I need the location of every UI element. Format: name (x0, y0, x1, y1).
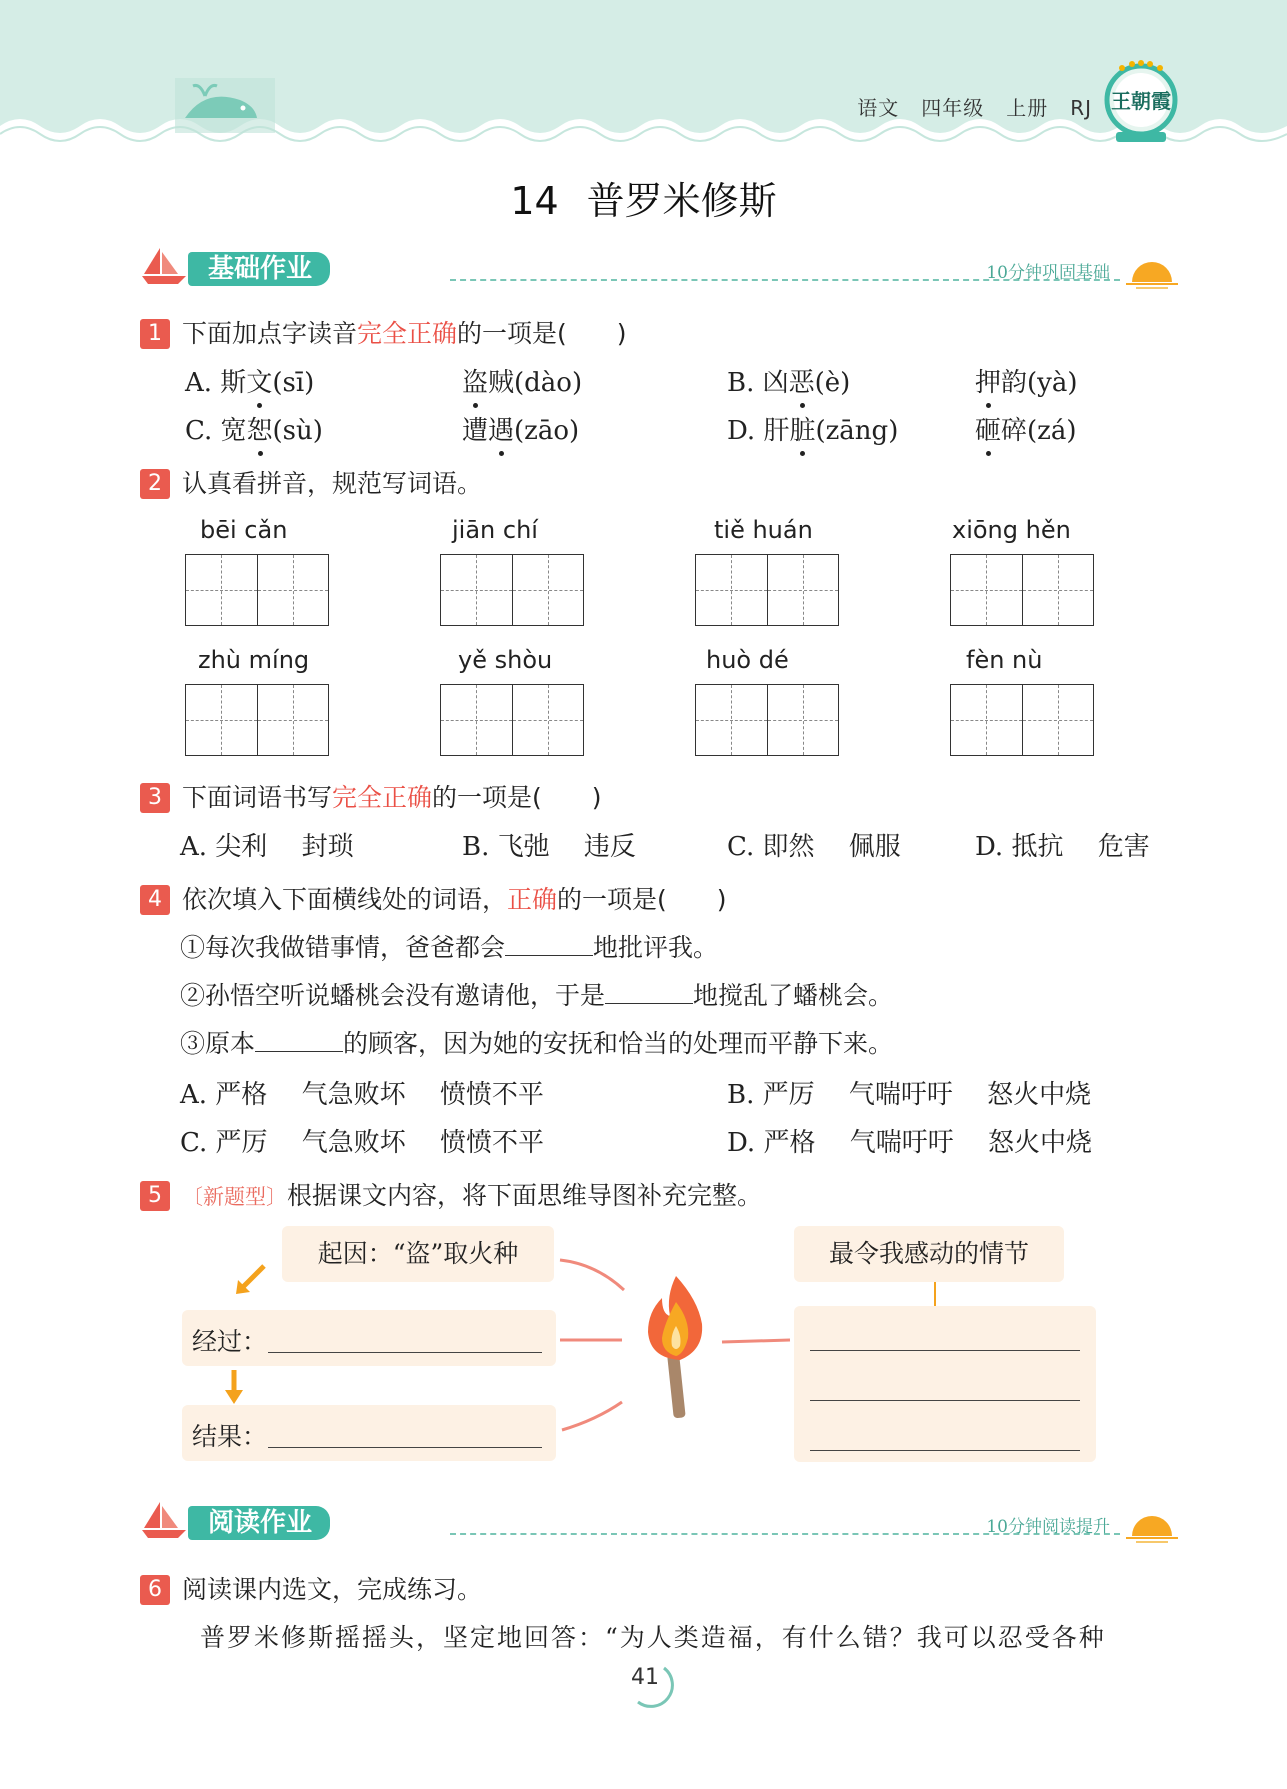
question-number: 4 (140, 885, 170, 915)
question-number: 6 (140, 1575, 170, 1605)
section-note: 10分钟巩固基础 (986, 263, 1110, 283)
mindmap-cause: 起因：“盗”取火种 (282, 1226, 554, 1282)
q1-option-d-1: D. 肝脏(zāng) (727, 416, 899, 446)
subject-label: 语文 (857, 96, 900, 120)
stem-text: 的一项是( ) (557, 885, 727, 914)
question-number: 3 (140, 783, 170, 813)
question-number: 1 (140, 319, 170, 349)
result-label: 结果： (192, 1422, 268, 1451)
answer-line[interactable] (810, 1450, 1080, 1451)
reading-passage: 普罗米修斯摇摇头，坚定地回答：“为人类造福，有什么错？我可以忍受各种 (200, 1623, 1106, 1652)
question-1-stem (140, 314, 627, 350)
stem-text: 根据课文内容，将下面思维导图补充完整。 (287, 1181, 763, 1210)
connector-line (934, 1282, 936, 1306)
answer-line[interactable] (268, 1352, 542, 1353)
writing-grid[interactable] (695, 684, 839, 756)
q3-option-b: B. 飞弛 违反 (462, 832, 636, 862)
mindmap-moving-answer (794, 1306, 1096, 1462)
q3-option-a: A. 尖利 封琐 (180, 832, 354, 862)
question-number: 5 (140, 1181, 170, 1211)
q1-option-d-2: 砸碎(zá) (975, 416, 1077, 446)
question-5-stem (140, 1176, 762, 1212)
pinyin: zhù míng (198, 646, 310, 674)
q1-option-c-1: C. 宽恕(sù) (185, 416, 323, 446)
q3-option-c: C. 即然 佩服 (727, 832, 901, 862)
pinyin: tiě huán (714, 516, 813, 544)
writing-grid[interactable] (695, 554, 839, 626)
writing-grid[interactable] (950, 554, 1094, 626)
stem-text: 的一项是( ) (432, 783, 602, 812)
stem-highlight: 正确 (507, 885, 558, 914)
section-note: 10分钟阅读提升 (986, 1517, 1110, 1537)
writing-grid[interactable] (185, 684, 329, 756)
q1-option-b-2: 押韵(yà) (975, 368, 1078, 398)
q4-option-c: C. 严厉 气急败坏 愤愤不平 (180, 1128, 545, 1158)
pinyin: xiōng hěn (952, 516, 1071, 544)
answer-line[interactable] (810, 1400, 1080, 1401)
stem-text: 阅读课内选文，完成练习。 (182, 1575, 483, 1604)
answer-line[interactable] (268, 1447, 542, 1448)
question-6-stem (140, 1570, 482, 1606)
whale-icon (175, 78, 275, 133)
edition-label: RJ (1070, 96, 1092, 120)
section-label: 基础作业 (188, 252, 330, 286)
q4-option-b: B. 严厉 气喘吁吁 怒火中烧 (727, 1080, 1092, 1110)
lesson-title: 普罗米修斯 (586, 179, 777, 223)
q1-option-b-1: B. 凶恶(è) (727, 368, 851, 398)
answer-line[interactable] (810, 1350, 1080, 1351)
stem-text: 下面加点字读音 (182, 319, 358, 348)
page-number: 41 (631, 1665, 659, 1690)
new-type-tag: 〔新题型〕 (182, 1185, 287, 1209)
stem-text: 下面词语书写 (182, 783, 333, 812)
q4-option-d: D. 严格 气喘吁吁 怒火中烧 (727, 1128, 1092, 1158)
stem-text: 的一项是( ) (457, 319, 627, 348)
q4-option-a: A. 严格 气急败坏 愤愤不平 (180, 1080, 544, 1110)
fill-blank[interactable] (605, 1003, 693, 1004)
pinyin: jiān chí (452, 516, 538, 544)
pinyin: bēi cǎn (200, 516, 288, 544)
pinyin: fèn nù (966, 646, 1043, 674)
section-label: 阅读作业 (188, 1506, 330, 1540)
brand-name: 王朝霞 (1111, 89, 1171, 113)
arrow-down-icon (222, 1368, 246, 1406)
lesson-number: 14 (510, 179, 559, 223)
stem-highlight: 完全正确 (332, 783, 433, 812)
torch-icon (636, 1272, 716, 1422)
section-basic-header (140, 246, 1180, 296)
section-reading-header (140, 1500, 1180, 1550)
fill-blank[interactable] (505, 955, 593, 956)
sunrise-icon (1124, 254, 1180, 290)
process-label: 经过： (192, 1327, 268, 1356)
header-meta (835, 92, 1092, 121)
writing-grid[interactable] (950, 684, 1094, 756)
writing-grid[interactable] (185, 554, 329, 626)
q4-sentence-1: ①每次我做错事情，爸爸都会 地批评我。 (180, 933, 719, 962)
pinyin: yě shòu (458, 646, 553, 674)
q4-sentence-3: ③原本 的顾客，因为她的安抚和恰当的处理而平静下来。 (180, 1029, 894, 1058)
q4-sentence-2: ②孙悟空听说蟠桃会没有邀请他，于是 地搅乱了蟠桃会。 (180, 981, 894, 1010)
stem-text: 依次填入下面横线处的词语， (182, 885, 508, 914)
mindmap-moving-title: 最令我感动的情节 (794, 1226, 1064, 1282)
sailboat-icon (140, 246, 188, 286)
mindmap-result (182, 1405, 556, 1461)
question-4-stem (140, 880, 727, 916)
volume-label: 上册 (1006, 96, 1049, 120)
stem-highlight: 完全正确 (357, 319, 458, 348)
sunrise-icon (1124, 1508, 1180, 1544)
mindmap-process (182, 1310, 556, 1366)
sailboat-icon (140, 1500, 188, 1540)
q1-option-c-2: 遭遇(zāo) (462, 416, 580, 446)
arrow-down-left-icon (232, 1262, 272, 1298)
pinyin: huò dé (706, 646, 789, 674)
grade-label: 四年级 (921, 96, 985, 120)
question-number: 2 (140, 469, 170, 499)
writing-grid[interactable] (440, 684, 584, 756)
writing-grid[interactable] (440, 554, 584, 626)
brand-logo (1102, 58, 1180, 150)
page-title (0, 170, 1287, 225)
fill-blank[interactable] (255, 1051, 343, 1052)
stem-text: 认真看拼音，规范写词语。 (182, 469, 483, 498)
q3-option-d: D. 抵抗 危害 (975, 832, 1150, 862)
q1-option-a-2: 盗贼(dào) (462, 368, 583, 398)
q1-option-a-1: A. 斯文(sī) (185, 368, 315, 398)
question-3-stem (140, 778, 602, 814)
question-2-stem (140, 464, 482, 500)
